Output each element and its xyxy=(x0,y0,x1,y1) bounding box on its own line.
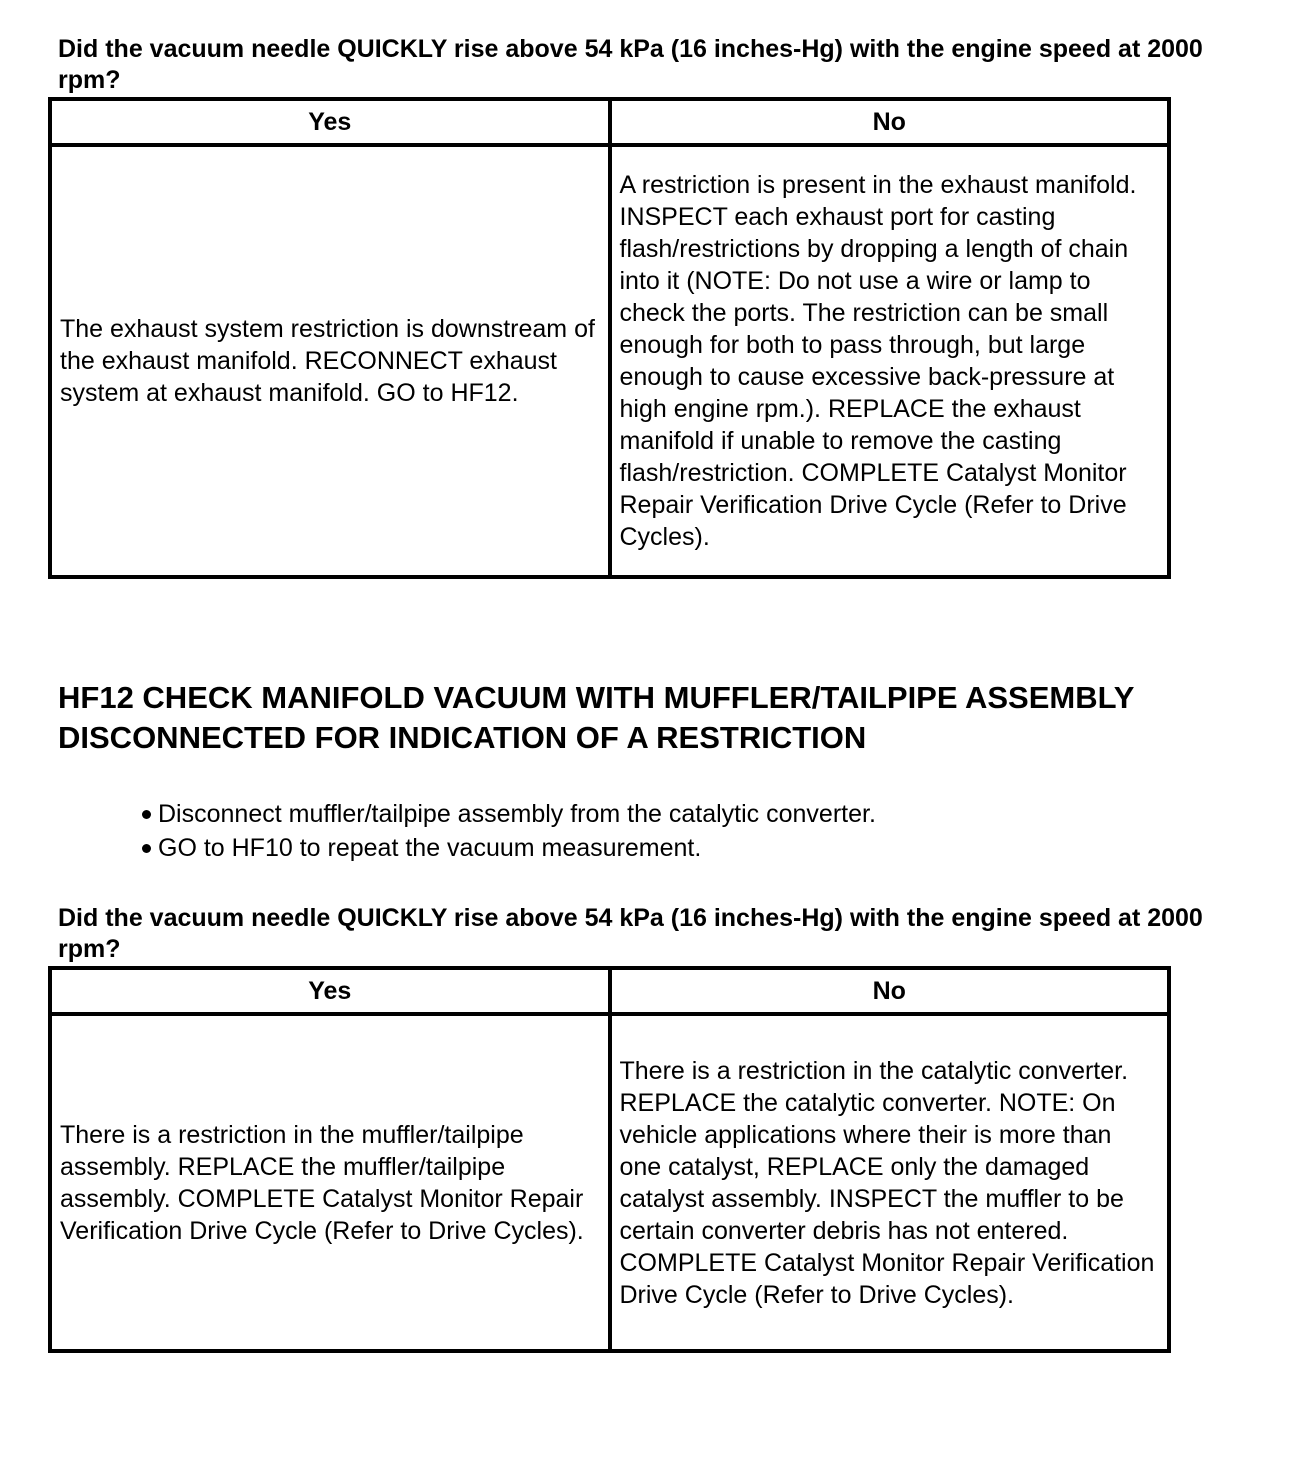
step-text: Disconnect muffler/tailpipe assembly from the catalytic converter. xyxy=(158,800,876,828)
table-row xyxy=(50,145,1169,577)
step-text: GO to HF10 to repeat the vacuum measurement. xyxy=(158,834,702,862)
yes-no-table xyxy=(48,966,1171,1353)
list-item xyxy=(140,831,876,865)
table-row xyxy=(50,1014,1169,1351)
question-text: Did the vacuum needle QUICKLY rise above 54 kPa (16 inches-Hg) with the engine speed at 2000 rpm? xyxy=(58,904,1203,963)
bullet-icon xyxy=(142,810,151,819)
bullet-icon xyxy=(142,844,151,853)
table-header-row xyxy=(50,968,1169,1014)
no-column-header: No xyxy=(610,99,1170,145)
yes-column-header: Yes xyxy=(50,99,610,145)
step-list xyxy=(140,797,876,865)
list-item xyxy=(140,797,876,831)
yes-answer-cell: There is a restriction in the muffler/tailpipe assembly. REPLACE the muffler/tailpipe assembly. COMPLETE Catalyst Monitor Repair Verification Drive Cycle (Refer to Drive Cycles). xyxy=(50,1014,610,1351)
no-column-header: No xyxy=(610,968,1170,1014)
no-answer-cell: A restriction is present in the exhaust manifold. INSPECT each exhaust port for casting flash/restrictions by dropping a length of chain into it (NOTE: Do not use a wire or lamp to check the ports. The restriction can be small enough for both to pass through, but large enough to cause excessive back-pressure at high engine rpm.). REPLACE the exhaust manifold if unable to remove the casting flash/restriction. COMPLETE Catalyst Monitor Repair Verification Drive Cycle (Refer to Drive Cycles). xyxy=(610,145,1170,577)
section-heading: HF12 CHECK MANIFOLD VACUUM WITH MUFFLER/TAILPIPE ASSEMBLY DISCONNECTED FOR INDICATION OF A RESTRICTION xyxy=(58,680,1134,755)
yes-answer-cell: The exhaust system restriction is downstream of the exhaust manifold. RECONNECT exhaust system at exhaust manifold. GO to HF12. xyxy=(50,145,610,577)
yes-no-table xyxy=(48,97,1171,579)
question-text: Did the vacuum needle QUICKLY rise above 54 kPa (16 inches-Hg) with the engine speed at 2000 rpm? xyxy=(58,35,1203,94)
no-answer-cell: There is a restriction in the catalytic converter. REPLACE the catalytic converter. NOTE: On vehicle applications where their is more than one catalyst, REPLACE only the damaged catalyst assembly. INSPECT the muffler to be certain converter debris has not entered. COMPLETE Catalyst Monitor Repair Verification Drive Cycle (Refer to Drive Cycles). xyxy=(610,1014,1170,1351)
table-header-row xyxy=(50,99,1169,145)
yes-column-header: Yes xyxy=(50,968,610,1014)
